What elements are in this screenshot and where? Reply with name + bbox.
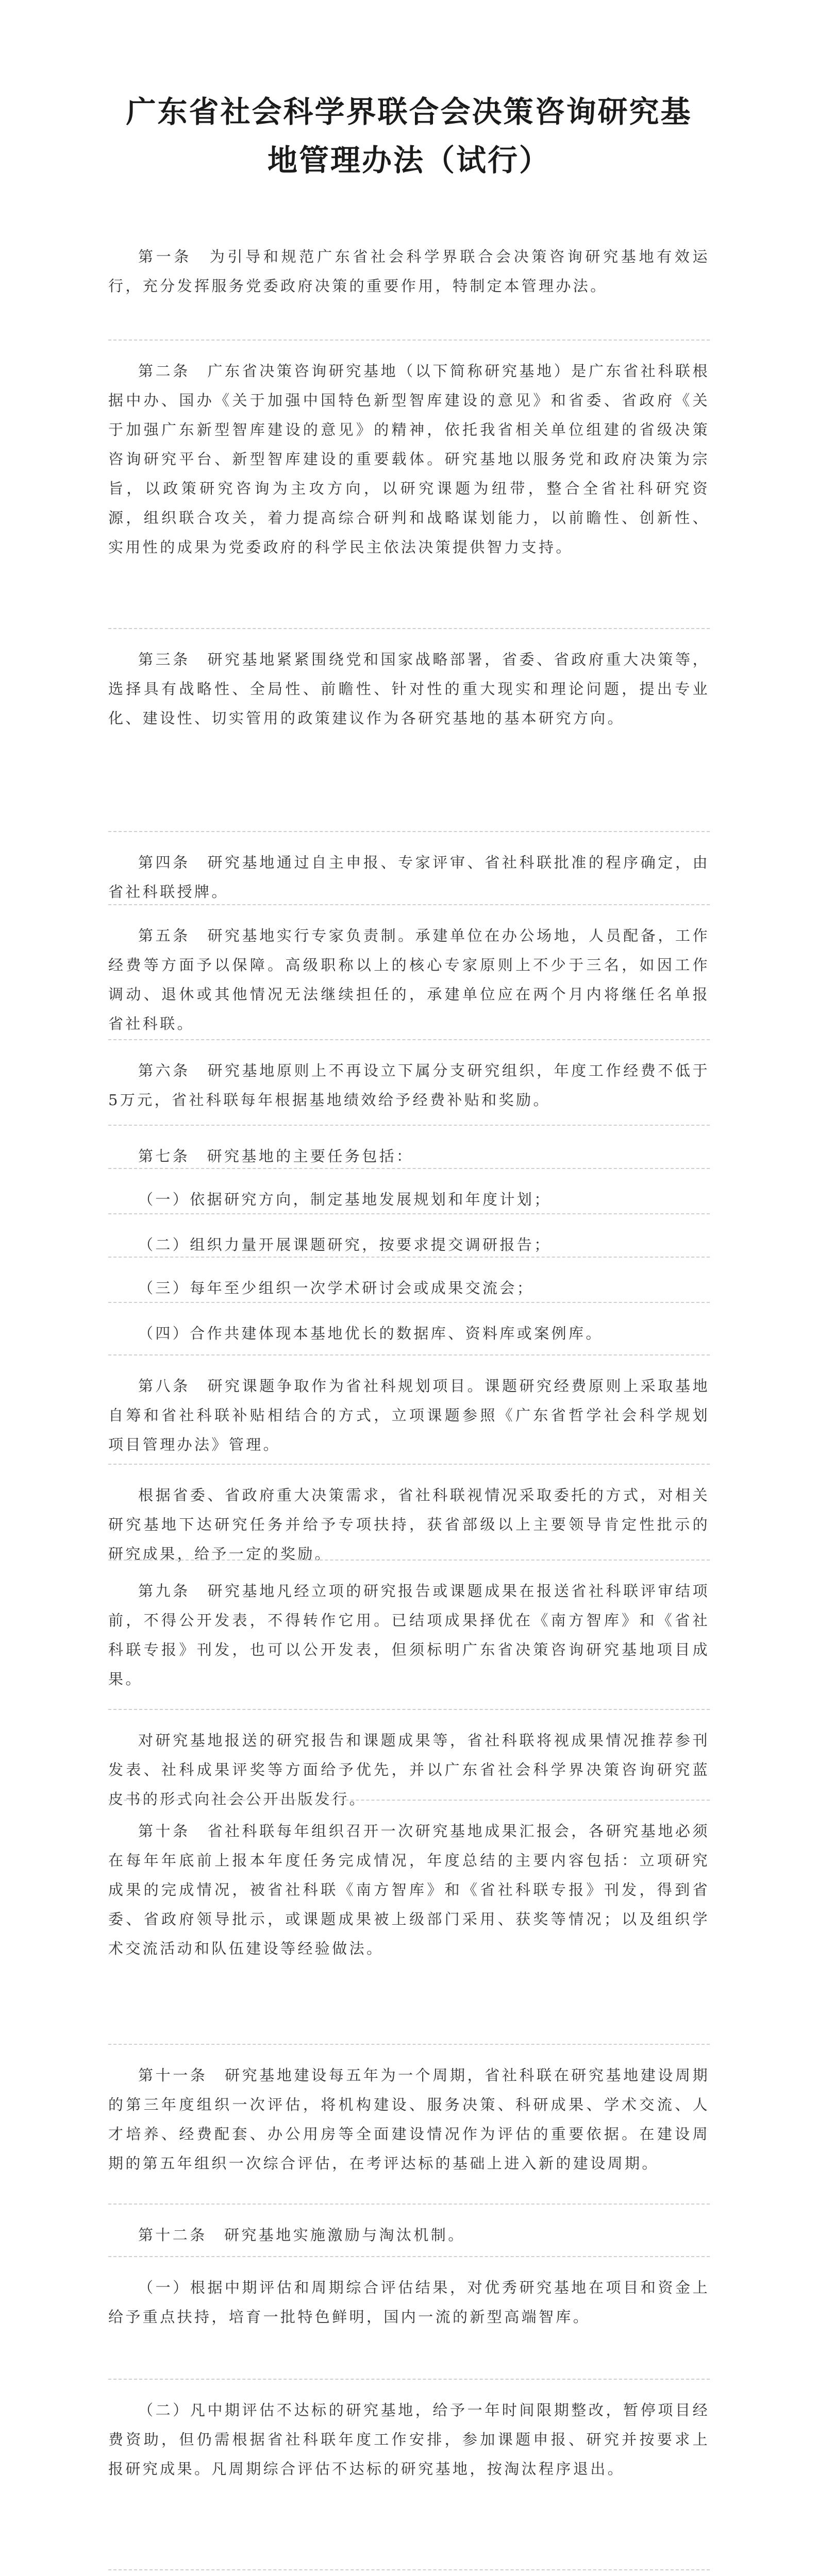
article-2: 第二条 广东省决策咨询研究基地（以下简称研究基地）是广东省社科联根据中办、国办《关于加强中国特色新型智库建设的意见》和省委、省政府《关于加强广东新型智库建设的意见》的精神，依托我省相关单位组建的省级决策咨询研究平台、新型智库建设的重要载体。研究基地以服务党和政府决策为宗旨，以政策研究咨询为主攻方向，以研究课题为纽带，整合全省社科研究资源，组织联合攻关，着力提高综合研判和战略谋划能力，以前瞻性、创新性、实用性的成果为党委政府的科学民主依法决策提供智力支持。 [108,362,710,556]
divider [108,1039,710,1040]
divider [108,1354,710,1355]
divider [108,1560,710,1561]
divider [108,2256,710,2257]
article-4: 第四条 研究基地通过自主申报、专家评审、省社科联批准的程序确定，由省社科联授牌。 [108,854,710,901]
divider [108,1302,710,1303]
article-11: 第十一条 研究基地建设每五年为一个周期，省社科联在研究基地建设周期的第三年度组织一次评估，将机构建设、服务决策、科研成果、学术交流、人才培养、经费配套、办公用房等全面建设情况作为评估的重要依据。在建设周期的第五年组织一次综合评估，在考评达标的基础上进入新的建设周期。 [108,2066,710,2172]
article-5: 第五条 研究基地实行专家负责制。承建单位在办公场地，人员配备，工作经费等方面予以保障。高级职称以上的核心专家原则上不少于三名，如因工作调动、退休或其他情况无法继续担任的，承建单位应在两个月内将继任名单报省社科联。 [108,927,710,1032]
document-title [108,88,710,184]
article-3: 第三条 研究基地紧紧围绕党和国家战略部署，省委、省政府重大决策等，选择具有战略性、全局性、前瞻性、针对性的重大现实和理论问题，提出专业化、建设性、切实管用的政策建议作为各研究基地的基本研究方向。 [108,651,710,727]
divider [108,2379,710,2380]
article-6: 第六条 研究基地原则上不再设立下属分支研究组织，年度工作经费不低于5万元，省社科联每年根据基地绩效给予经费补贴和奖励。 [108,1062,710,1109]
article-7: 第七条 研究基地的主要任务包括： [138,1147,414,1165]
divider [108,1257,710,1258]
article-12: 第十二条 研究基地实施激励与淘汰机制。 [138,2226,465,2244]
article-1: 第一条 为引导和规范广东省社会科学界联合会决策咨询研究基地有效运行，充分发挥服务党委政府决策的重要作用，特制定本管理办法。 [108,248,710,295]
divider [108,1213,710,1214]
divider [108,1800,710,1801]
divider [108,2044,710,2045]
article-12-item-1: （一）根据中期评估和周期综合评估结果，对优秀研究基地在项目和资金上给予重点扶持，培育一批特色鲜明，国内一流的新型高端智库。 [108,2279,710,2326]
article-10: 第十条 省社科联每年组织召开一次研究基地成果汇报会，各研究基地必须在每年年底前上报本年度任务完成情况，年度总结的主要内容包括：立项研究成果的完成情况，被省社科联《南方智库》和《省社科联专报》刊发，得到省委、省政府领导批示，或课题成果被上级部门采用、获奖等情况；以及组织学术交流活动和队伍建设等经验做法。 [108,1822,710,1957]
divider [108,1125,710,1126]
title-line-1: 广东省社会科学界联合会决策咨询研究基 [126,94,692,129]
divider [108,904,710,905]
title-line-2: 地管理办法（试行） [267,143,550,178]
article-7-item-4: （四）合作共建体现本基地优长的数据库、资料库或案例库。 [138,1325,603,1342]
article-8-paragraph-2: 根据省委、省政府重大决策需求，省社科联视情况采取委托的方式，对相关研究基地下达研究任务并给予专项扶持，获省部级以上主要领导肯定性批示的研究成果，给予一定的奖励。 [108,1486,710,1563]
divider [108,1709,710,1710]
divider [108,2204,710,2205]
article-9-paragraph-2: 对研究基地报送的研究报告和课题成果等，省社科联将视成果情况推荐参刊发表、社科成果评奖等方面给予优先，并以广东省社会科学界决策咨询研究蓝皮书的形式向社会公开出版发行。 [108,1732,710,1808]
divider [108,1168,710,1169]
article-9: 第九条 研究基地凡经立项的研究报告或课题成果在报送省社科联评审结项前，不得公开发表，不得转作它用。已结项成果择优在《南方智库》和《省社科联专报》刊发，也可以公开发表，但须标明广东省决策咨询研究基地项目成果。 [108,1582,710,1688]
article-7-item-3: （三）每年至少组织一次学术研讨会或成果交流会； [138,1279,535,1297]
article-8: 第八条 研究课题争取作为省社科规划项目。课题研究经费原则上采取基地自筹和省社科联补贴相结合的方式，立项课题参照《广东省哲学社会科学规划项目管理办法》管理。 [108,1377,710,1453]
divider [108,628,710,629]
article-12-item-2: （二）凡中期评估不达标的研究基地，给予一年时间限期整改，暂停项目经费资助，但仍需根据省社科联年度工作安排，参加课题申报、研究并按要求上报研究成果。凡周期综合评估不达标的研究基地，按淘汰程序退出。 [108,2401,710,2478]
divider [108,2569,710,2570]
divider [108,1464,710,1465]
divider [108,340,710,341]
divider [108,831,710,832]
article-7-item-1: （一）依据研究方向，制定基地发展规划和年度计划； [138,1191,552,1208]
article-7-item-2: （二）组织力量开展课题研究，按要求提交调研报告； [138,1236,552,1253]
